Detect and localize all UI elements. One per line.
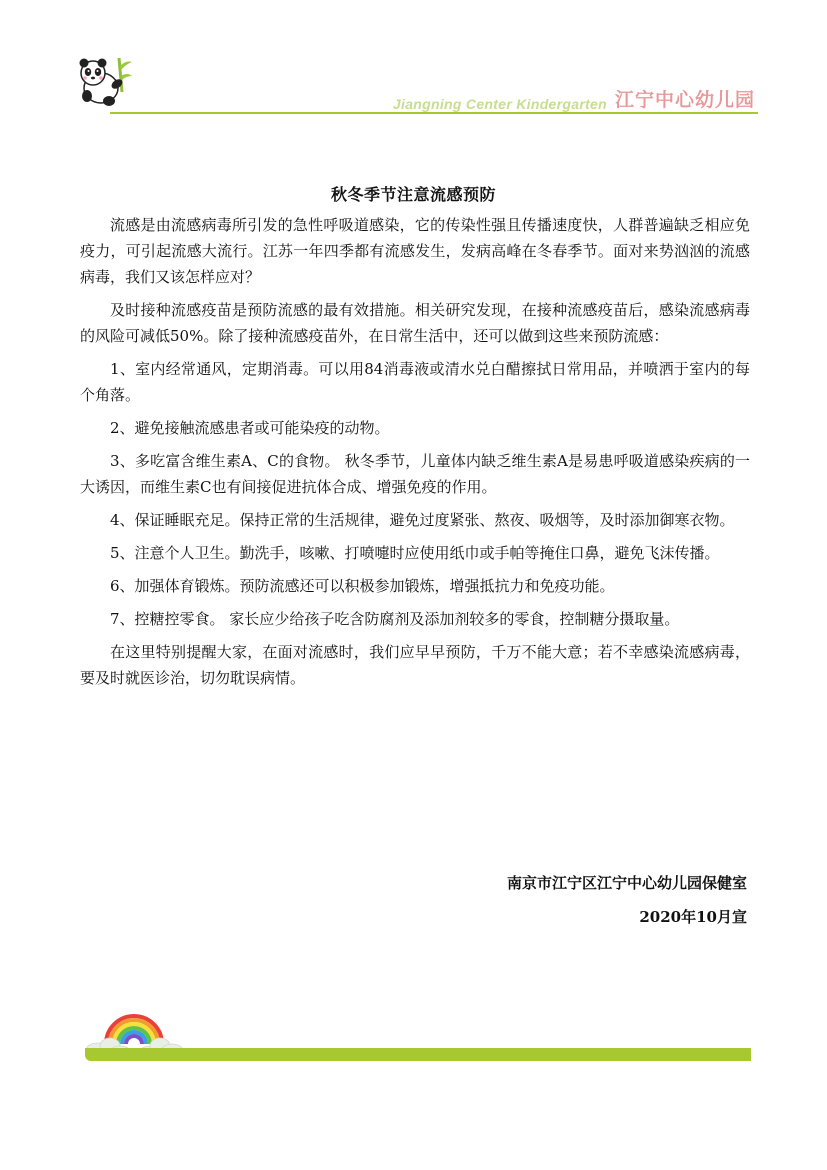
list-item: 1、室内经常通风，定期消毒。可以用84消毒液或清水兑白醋擦拭日常用品，并喷洒于室内的每个角落。 bbox=[80, 360, 750, 404]
list-item: 4、保证睡眠充足。保持正常的生活规律，避免过度紧张、熬夜、吸烟等，及时添加御寒衣物。 bbox=[110, 511, 735, 529]
list-item: 2、避免接触流感患者或可能染疫的动物。 bbox=[110, 419, 390, 437]
signature-date: 2020年10月宣 bbox=[639, 908, 747, 926]
article-body bbox=[80, 212, 750, 698]
page-footer bbox=[0, 1000, 827, 1080]
footer-bar bbox=[85, 1048, 751, 1061]
paragraph-intro: 流感是由流感病毒所引发的急性呼吸道感染，它的传染性强且传播速度快，人群普遍缺乏相应免疫力，可引起流感大流行。江苏一年四季都有流感发生，发病高峰在冬春季节。面对来势汹汹的流感病毒，我们又该怎样应对？ bbox=[80, 216, 750, 286]
signature-org: 南京市江宁区江宁中心幼儿园保健室 bbox=[506, 874, 747, 892]
page-title: 秋冬季节注意流感预防 bbox=[330, 185, 496, 204]
panda-logo-icon bbox=[75, 52, 135, 112]
list-item: 6、加强体育锻炼。预防流感还可以积极参加锻炼，增强抵抗力和免疫功能。 bbox=[110, 577, 615, 595]
list-item: 3、多吃富含维生素A、C的食物。 秋冬季节，儿童体内缺乏维生素A是易患呼吸道感染疾病的一大诱因，而维生素C也有间接促进抗体合成、增强免疫的作用。 bbox=[80, 452, 750, 496]
header-brand bbox=[393, 88, 755, 112]
page-header bbox=[0, 0, 827, 130]
paragraph-closing: 在这里特别提醒大家，在面对流感时，我们应早早预防，千万不能大意；若不幸感染流感病毒，要及时就医诊治，切勿耽误病情。 bbox=[80, 643, 750, 687]
list-item: 7、控糖控零食。 家长应少给孩子吃含防腐剂及添加剂较多的零食，控制糖分摄取量。 bbox=[110, 610, 680, 628]
brand-chinese: 江宁中心幼儿园 bbox=[614, 89, 755, 111]
paragraph-vaccine: 及时接种流感疫苗是预防流感的最有效措施。相关研究发现，在接种流感疫苗后，感染流感病毒的风险可减低50%。除了接种流感疫苗外，在日常生活中，还可以做到这些来预防流感： bbox=[80, 301, 750, 345]
brand-english: Jiangning Center Kindergarten bbox=[392, 96, 607, 112]
list-item: 5、注意个人卫生。勤洗手，咳嗽、打喷嚏时应使用纸巾或手帕等掩住口鼻，避免飞沫传播。 bbox=[110, 544, 720, 562]
signature-block bbox=[507, 866, 747, 934]
header-divider bbox=[110, 112, 758, 114]
